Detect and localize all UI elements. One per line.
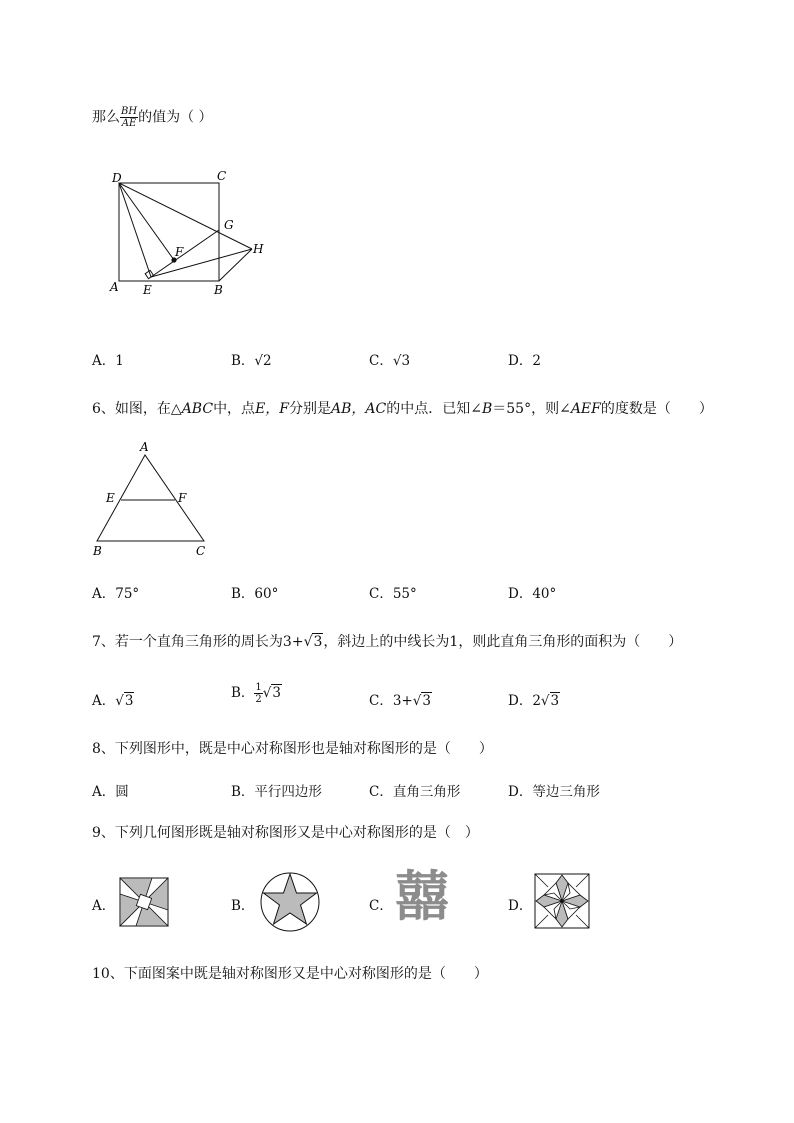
q6-stem-c: 分别是 [289,401,331,417]
q7-perimeter-int: 3+ [282,634,304,650]
q5-option-b-key: B． [231,353,255,369]
q5-square-figure [105,165,285,305]
q8-option-b[interactable] [231,780,322,800]
q7-option-d-key: D． [508,693,533,709]
q5-stem-prefix: 那么 [92,109,120,126]
q6-option-b-text: 60° [254,586,279,602]
q7-stem-a: 7、若一个直角三角形的周长为 [92,634,283,650]
q8-option-d-key: D． [508,784,533,800]
q7-option-b-rad: 3 [272,685,281,701]
q5-fraction [120,106,138,129]
q7-stem [92,631,682,651]
q6-stem-f: 的度数是（ ） [600,401,713,417]
q6-option-a-text: 75° [115,586,140,602]
q7-option-c-key: C． [369,693,393,709]
q5-stem [92,106,213,129]
q9-option-c-double-happiness-glyph[interactable]: 囍 [395,865,449,928]
q6-stem [92,398,713,418]
q6-option-c-key: C． [369,586,393,602]
q6-option-d[interactable] [508,582,556,602]
q8-option-d[interactable] [508,780,600,800]
label-H: H [253,242,264,256]
q5-option-a[interactable] [92,349,124,369]
q7-perimeter-sqrt: √3 [303,634,323,650]
q6-stem-e: ＝55°，则∠ [492,401,571,417]
label-F: F [178,491,187,505]
label-C: C [196,544,206,558]
q7-option-c-rad: 3 [422,693,431,709]
q8-option-b-key: B． [231,784,255,800]
label-G: G [224,218,234,232]
q9-option-c-key[interactable]: C． [369,898,393,914]
q7-option-b-frac-num: 1 [255,682,262,693]
q7-option-b-frac-den: 2 [255,694,262,705]
q5-stem-suffix: 的值为（ ） [138,109,213,126]
q5-option-b-text: √2 [254,353,272,369]
q6-option-d-key: D． [508,586,533,602]
q5-option-c-key: C． [369,353,393,369]
q9-option-a-pinwheel-figure[interactable] [119,877,169,927]
q5-frac-num: BH [121,106,138,117]
q5-option-c-text: √3 [392,353,411,369]
q5-option-d-key: D． [508,353,533,369]
label-D: D [112,171,122,185]
q5-option-d[interactable] [508,349,541,369]
q5-option-a-key: A． [92,353,116,369]
q7-option-d-rad: 3 [550,693,560,709]
label-A: A [140,440,149,454]
q5-option-b[interactable] [231,349,272,369]
q5-option-a-text: 1 [115,353,124,369]
q5-option-d-text: 2 [532,353,541,369]
q9-option-b-star-in-circle-figure[interactable] [259,871,321,933]
q6-stem-ef: E，F [255,401,289,417]
q8-option-c[interactable] [369,780,460,800]
q7-option-d[interactable] [508,689,560,709]
q9-option-b-key[interactable]: B． [231,898,255,914]
q6-option-b[interactable] [231,582,278,602]
q7-option-c-pre: 3+ [392,693,413,709]
q7-option-b[interactable] [231,681,282,705]
q6-stem-abc: ABC [181,401,214,417]
label-A: A [110,280,119,294]
q6-triangle-figure [90,437,220,562]
q7-option-c-sqrt: √3 [412,693,431,709]
label-C: C [217,169,227,183]
q6-stem-bv: B [481,401,493,417]
q8-option-b-text: 平行四边形 [254,784,322,800]
label-E: E [143,283,152,297]
q9-option-d-flower-tile-figure[interactable] [534,873,590,929]
q8-option-c-key: C． [369,784,393,800]
q8-option-a-key: A． [92,784,116,800]
q6-option-b-key: B． [231,586,255,602]
q6-stem-d: 的中点．已知∠ [386,401,482,417]
q7-option-c[interactable] [369,689,432,709]
q7-option-a-key: A． [92,693,116,709]
label-B: B [93,544,102,558]
q7-option-b-key: B． [231,685,255,701]
q8-stem: 8、下列图形中，既是中心对称图形也是轴对称图形的是（ ） [92,741,493,757]
q6-option-d-text: 40° [532,586,557,602]
q9-option-a-key[interactable]: A． [92,898,116,914]
q9-stem: 9、下列几何图形既是轴对称图形又是中心对称图形的是（ ） [92,825,479,841]
q7-option-a[interactable] [92,689,134,709]
q10-stem: 10、下面图案中既是轴对称图形又是中心对称图形的是（ ） [92,966,488,982]
q5-option-c[interactable] [369,349,410,369]
label-F: F [175,245,184,259]
q7-option-b-fraction [254,682,262,705]
q6-option-a-key: A． [92,586,116,602]
q6-stem-abac: AB，AC [331,401,387,417]
label-B: B [214,283,223,297]
q7-option-a-rad: 3 [124,693,134,709]
q9-option-d-key[interactable]: D． [508,898,533,914]
q8-option-a[interactable] [92,780,129,800]
q6-option-c-text: 55° [392,586,417,602]
q7-stem-b: ，斜边上的中线长为1，则此直角三角形的面积为（ ） [323,634,683,650]
q6-stem-a: 6、如图，在△ [92,401,182,417]
q7-option-a-sqrt: √3 [115,693,134,709]
label-E: E [106,491,115,505]
q8-option-d-text: 等边三角形 [532,784,600,800]
q7-option-d-sqrt: √3 [540,693,560,709]
q7-perimeter-rad: 3 [313,634,323,650]
q7-option-b-sqrt: √3 [262,685,281,701]
q6-option-c[interactable] [369,582,417,602]
q5-frac-den: AE [121,118,137,129]
q6-stem-b: 中，点 [213,401,256,417]
q8-option-c-text: 直角三角形 [392,784,461,800]
q6-option-a[interactable] [92,582,139,602]
q7-option-d-pre: 2 [532,693,541,709]
q6-stem-aef: AEF [570,401,601,417]
q8-option-a-text: 圆 [115,784,129,800]
